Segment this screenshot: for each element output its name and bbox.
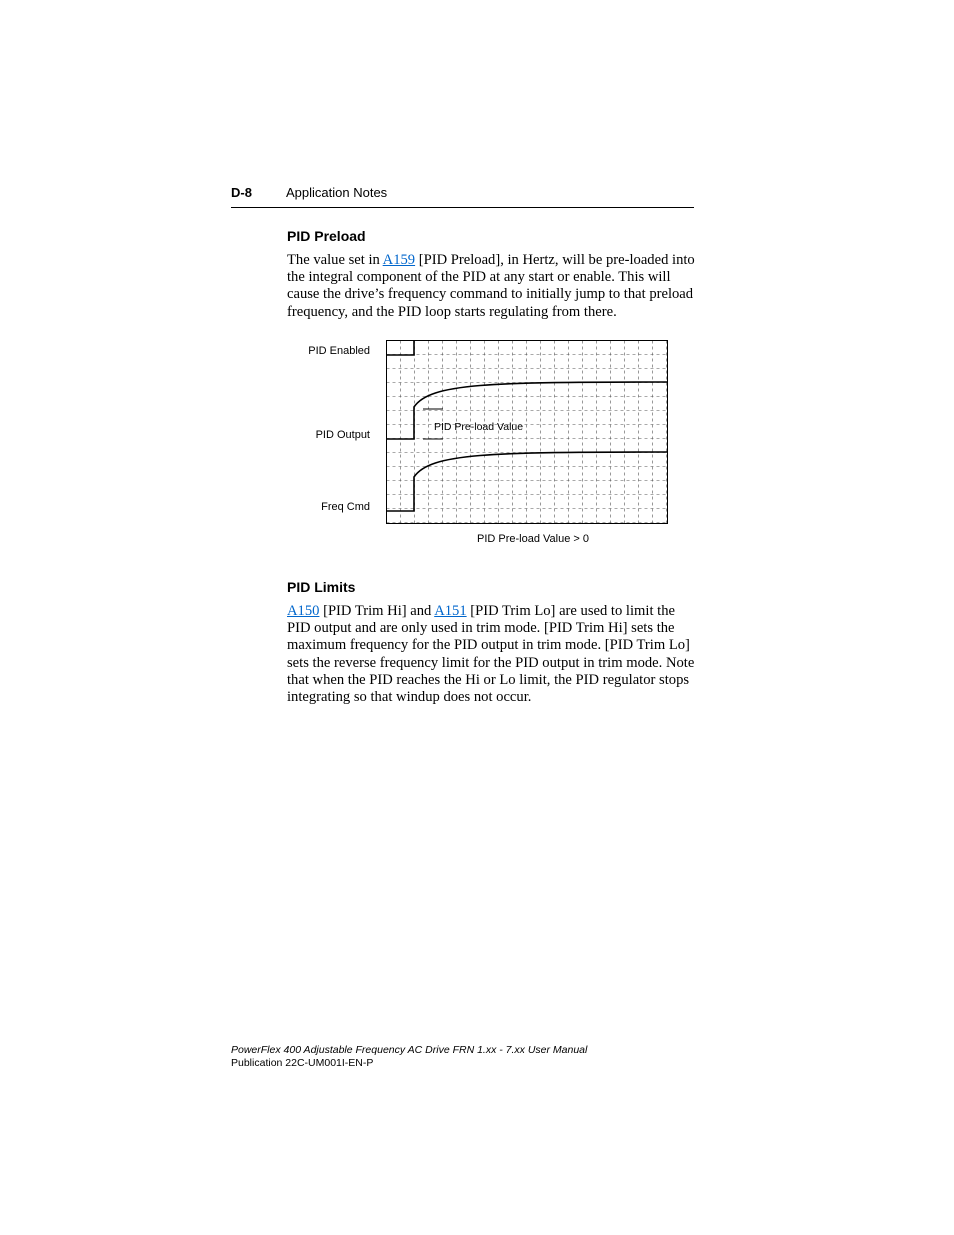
series-label-pid-output: PID Output [315,429,370,441]
preload-annotation: PID Pre-load Value [434,421,524,433]
chart-grid [387,341,668,524]
paragraph-text: The value set in [287,252,383,268]
pid-preload-heading: PID Preload [287,228,366,244]
a151-link[interactable]: A151 [434,603,467,619]
header-rule [231,207,694,208]
a159-link[interactable]: A159 [382,252,416,268]
freq-cmd-trace [387,452,667,511]
pid-preload-paragraph [287,252,697,321]
page-number: D-8 [231,185,252,200]
paragraph-text: [PID Trim Hi] and [319,603,435,619]
series-label-freq-cmd: Freq Cmd [321,501,370,513]
paragraph-text: [PID Preload], in Hertz, will be pre-loaded into the integral component of the PID at any start or enable. This will cause the drive’s frequency command to initially jump to that preload frequency, and the PID loop starts regulating from there. [287,252,695,320]
pid-preload-timing-chart [300,335,680,550]
pid-limits-paragraph [287,603,697,706]
footer-publication: Publication 22C-UM001I-EN-P [231,1057,374,1069]
paragraph-text: [PID Trim Lo] are used to limit the PID output and are only used in trim mode. [PID Trim Hi] sets the maximum frequency for the PID output in trim mode. [PID Trim Lo] sets the reverse frequency limit for the PID output in trim mode. Note that when the PID reaches the Hi or Lo limit, the PID regulator stops integrating so that windup does not occur. [287,603,695,706]
chart-caption: PID Pre-load Value > 0 [477,533,589,545]
series-label-pid-enabled: PID Enabled [308,345,370,357]
section-title: Application Notes [286,185,388,200]
pid-limits-heading: PID Limits [287,579,356,595]
a150-link[interactable]: A150 [287,603,320,619]
footer-manual-title: PowerFlex 400 Adjustable Frequency AC Drive FRN 1.xx - 7.xx User Manual [231,1044,588,1056]
